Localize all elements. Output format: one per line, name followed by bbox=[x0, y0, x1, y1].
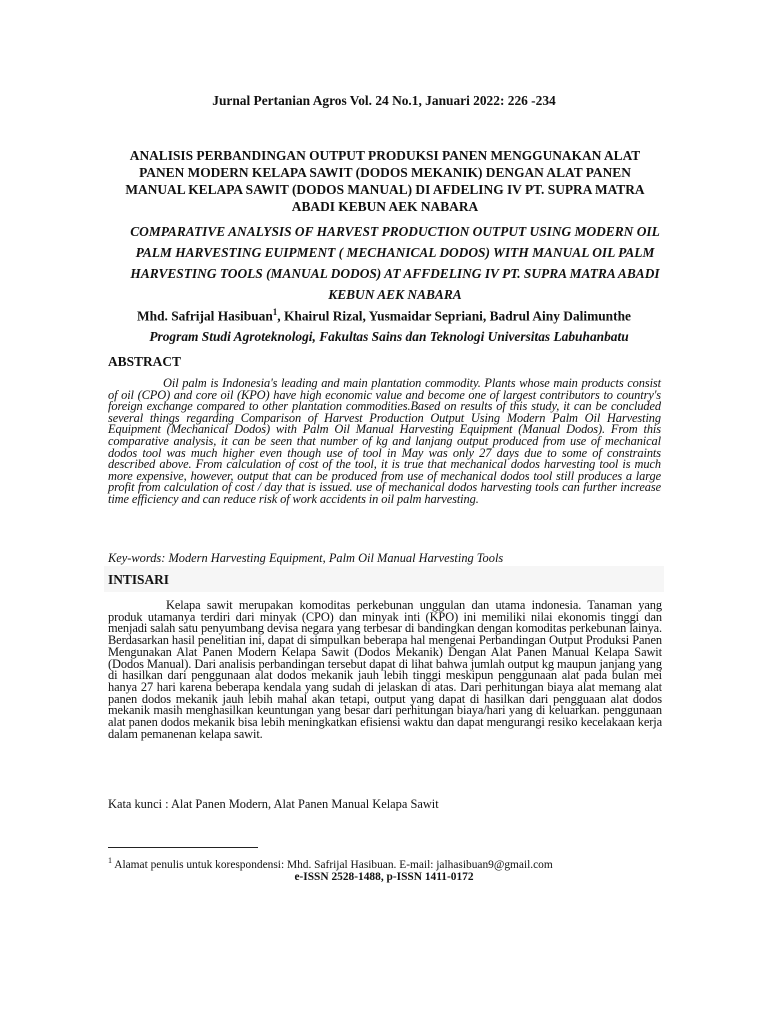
intisari-body: Kelapa sawit merupakan komoditas perkebunan unggulan dan utama indonesia. Tanaman yang produk utamanya terdiri dari minyak (CPO) dan minyak inti (KPO) ini memiliki nilai ekonomis tinggi dan menjadi salah satu penyumbang devisa negara yang terbesar di bandingkan dengan komoditas perkebunan lainya. Berdasarkan hasil penelitian ini, dapat di simpulkan beberapa hal mengenai Perbandingan Output Produksi Panen Mengunakan Alat Panen Modern Kelapa Sawit (Dodos Mekanik) Dengan Alat Panen Manual Kelapa Sawit (Dodos Manual). Dari analisis perbandingan tersebut dapat di lihat bahwa jumlah output kg maupun janjang yang di hasilkan dari penggunaan alat dodos mekanik jauh lebih tinggi meskipun penggunaan alat pada bulan mei hanya 27 hari karena beberapa kendala yang sudah di jelaskan di atas. Dari perhitungan biaya alat memang alat panen dodos mekanik jauh lebih mahal akan tetapi, output yang dapat di hasilkan dari pengguaan alat dodos mekanik masih menghasilkan keuntungan yang besar dari perhitungan biaya/hari yang di keluarkan. penggunaan alat panen dodos mekanik bisa lebih meningkatkan efisiensi waktu dan dapat mengurangi resiko kecelakaan kerja dalam pemanenan kelapa sawit. bbox=[108, 598, 662, 741]
intisari-keywords: Kata kunci : Alat Panen Modern, Alat Panen Manual Kelapa Sawit bbox=[108, 797, 439, 811]
other-authors: , Khairul Rizal, Yusmaidar Sepriani, Badrul Ainy Dalimunthe bbox=[277, 308, 631, 324]
footnote-divider bbox=[108, 847, 258, 848]
issn-line: e-ISSN 2528-1488, p-ISSN 1411-0172 bbox=[294, 871, 474, 883]
intisari-heading: INTISARI bbox=[108, 572, 170, 587]
title-indonesian: ANALISIS PERBANDINGAN OUTPUT PRODUKSI PANEN MENGGUNAKAN ALAT PANEN MODERN KELAPA SAWIT (DODOS MEKANIK) DENGAN ALAT PANEN MANUAL KELAPA SAWIT (DODOS MANUAL) DI AFDELING IV PT. SUPRA MATRA ABADI KEBUN AEK NABARA bbox=[125, 148, 645, 214]
abstract-heading: ABSTRACT bbox=[108, 354, 181, 369]
footnote-text: Alamat penulis untuk korespondensi: Mhd. Safrijal Hasibuan. E-mail: jalhasibuan9@gmail.com bbox=[112, 858, 553, 871]
abstract-keywords: Key-words: Modern Harvesting Equipment, Palm Oil Manual Harvesting Tools bbox=[108, 551, 504, 565]
author-footnote-mark: 1 bbox=[272, 307, 278, 317]
footnote-mark: 1 bbox=[108, 856, 112, 865]
abstract-body: Oil palm is Indonesia's leading and main plantation commodity. Plants whose main products consist of oil (CPO) and core oil (KPO) have high economic value and become one of largest contributors to country's foreign exchange compared to other plantation commodities.Based on results of this study, it can be concluded several things regarding Comparison of Harvest Production Output Using Modern Palm Oil Harvesting Equipment (Mechanical Dodos) with Palm Oil Manual Harvesting Equipment (Manual Dodos). From this comparative analysis, it can be seen that number of kg and lanjang output produced from use of mechanical dodos tool was much higher even though use of tool in May was only 27 days due to some of constraints described above. From calculation of cost of the tool, it is true that mechanical dodos harvesting tool is much more expensive, however, output that can be produced from use of mechanical dodos tool still produces a large profit from calculation of cost / day that is issued. use of mechanical dodos harvesting tools can further increase time efficiency and can reduce risk of work accidents in oil palm harvesting. bbox=[108, 376, 661, 506]
intisari-heading-bar bbox=[104, 566, 664, 592]
title-english: COMPARATIVE ANALYSIS OF HARVEST PRODUCTION OUTPUT USING MODERN OIL PALM HARVESTING EUIPMENT ( MECHANICAL DODOS) WITH MANUAL OIL PALM HARVESTING TOOLS (MANUAL DODOS) AT AFFDELING IV PT. SUPRA MATRA ABADI KEBUN AEK NABARA bbox=[130, 224, 660, 302]
first-author: Mhd. Safrijal Hasibuan bbox=[137, 308, 273, 324]
journal-header: Jurnal Pertanian Agros Vol. 24 No.1, Januari 2022: 226 -234 bbox=[212, 93, 556, 108]
footnote bbox=[108, 856, 553, 871]
author-list bbox=[0, 307, 768, 324]
affiliation: Program Studi Agroteknologi, Fakultas Sains dan Teknologi Universitas Labuhanbatu bbox=[149, 329, 629, 344]
